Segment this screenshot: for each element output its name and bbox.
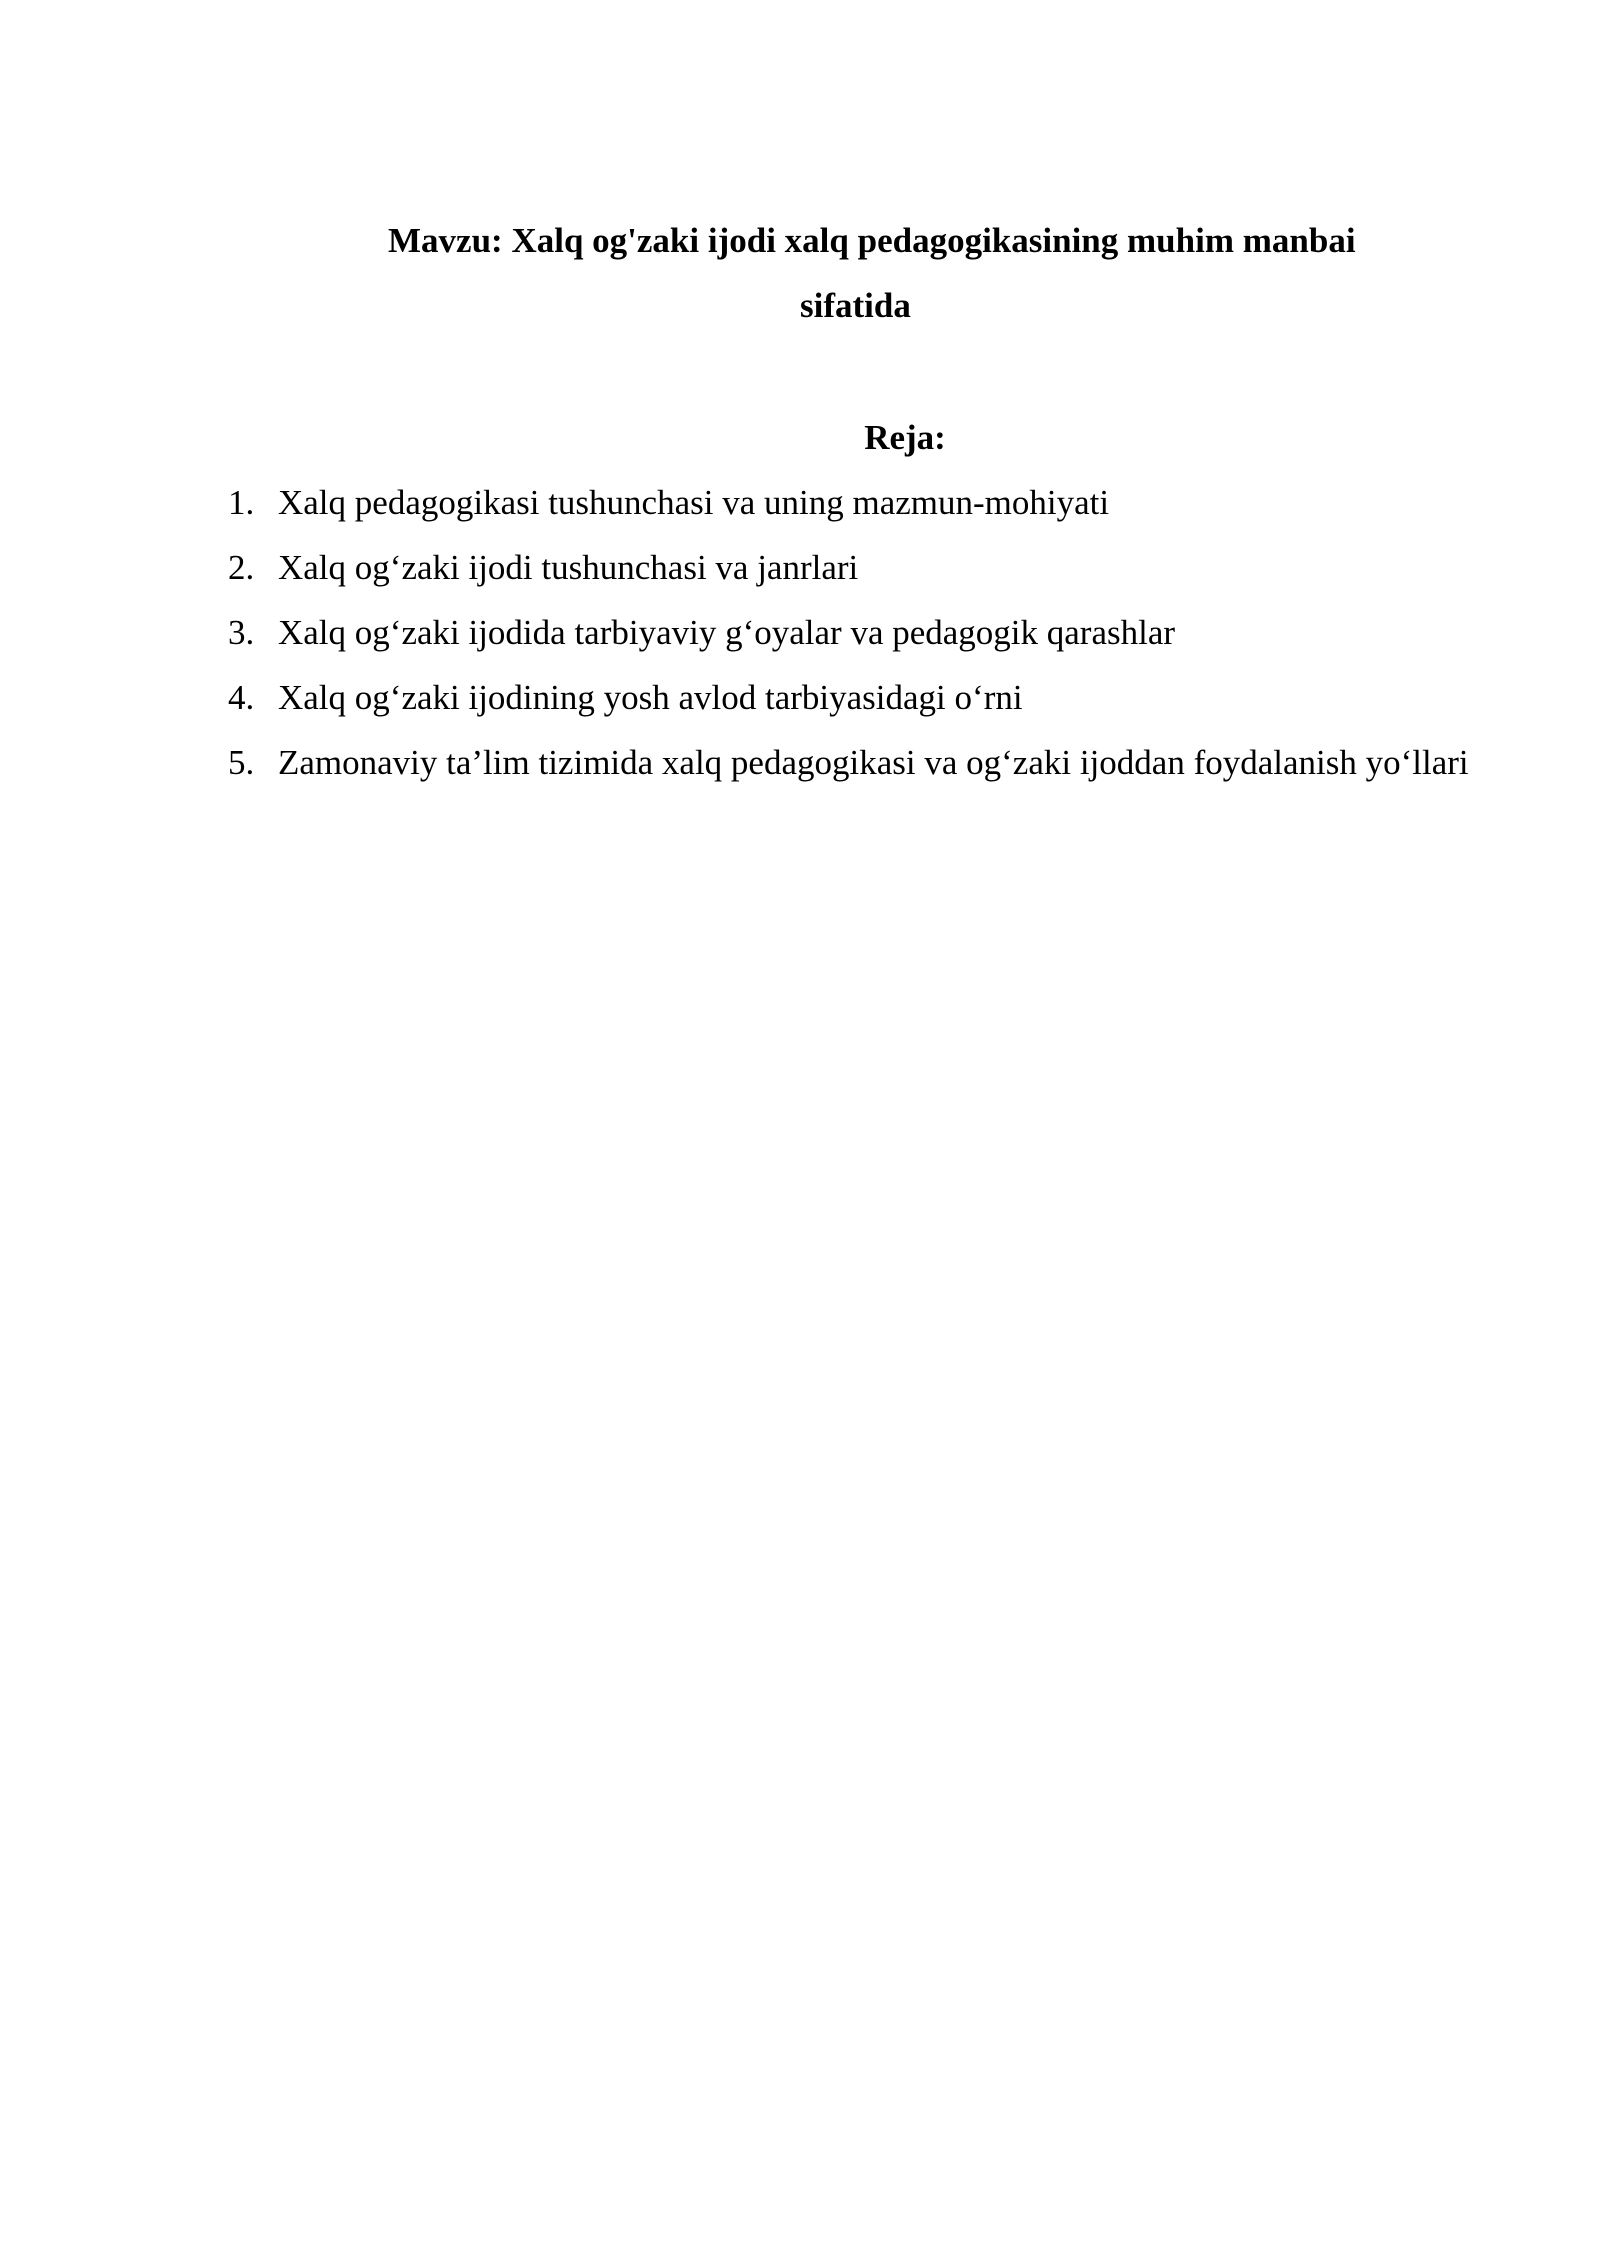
plan-item: [228, 665, 1490, 730]
plan-item-number: 2.: [228, 548, 255, 587]
plan-item-number: 3.: [228, 613, 255, 652]
plan-item: [228, 600, 1490, 665]
document-title: [380, 208, 1430, 338]
plan-item-text: Xalq og‘zaki ijodining yosh avlod tarbiyasidagi o‘rni: [278, 678, 1023, 717]
plan-item-number: 4.: [228, 678, 255, 717]
plan-item-text: Xalq pedagogikasi tushunchasi va uning mazmun-mohiyati: [278, 483, 1110, 522]
title-line-1: Mavzu: Xalq og'zaki ijodi xalq pedagogikasining muhim manbai: [388, 221, 1356, 260]
title-line-2: sifatida: [800, 286, 911, 325]
plan-item: [228, 470, 1490, 535]
plan-item: [228, 730, 1490, 795]
plan-item-number: 5.: [228, 743, 255, 782]
plan-item-text: Zamonaviy ta’lim tizimida xalq pedagogikasi va og‘zaki ijoddan foydalanish yo‘llari: [278, 743, 1469, 782]
plan-item-text: Xalq og‘zaki ijodida tarbiyaviy g‘oyalar va pedagogik qarashlar: [278, 613, 1176, 652]
plan-item: [228, 535, 1490, 600]
plan-heading: Reja:: [864, 418, 946, 457]
plan-list: [228, 470, 1490, 795]
plan-item-text: Xalq og‘zaki ijodi tushunchasi va janrlari: [278, 548, 859, 587]
plan-item-number: 1.: [228, 483, 255, 522]
